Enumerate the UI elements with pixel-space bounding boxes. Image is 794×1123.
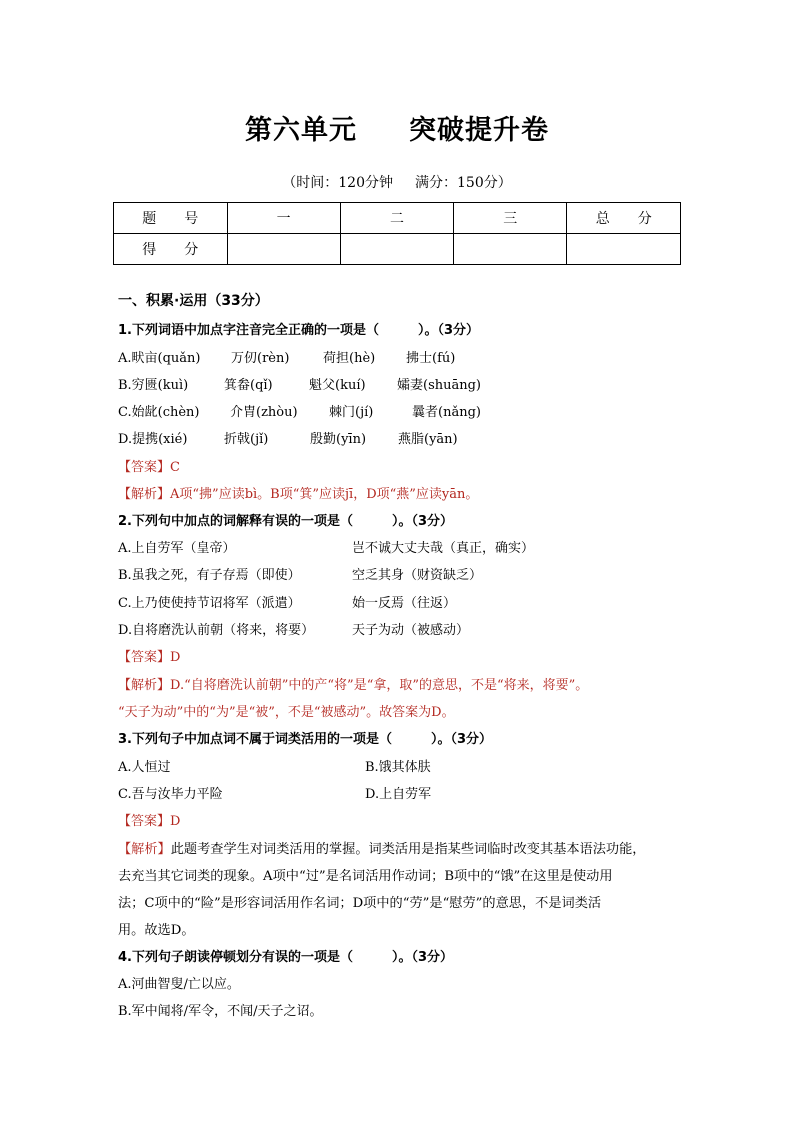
analysis-text: A项“拂”应读bì。B项“箕”应读jī，D项“燕”应读yān。 <box>170 487 479 502</box>
score-input-cell <box>454 234 567 265</box>
exam-full-score: 满分：150分） <box>415 175 512 191</box>
analysis-line <box>118 486 478 504</box>
option-item: 荷担(hè) <box>323 351 376 366</box>
option-item: B.军中闻将/军令，不闻/天子之诏。 <box>118 1004 323 1019</box>
analysis-label: 【解析】 <box>118 842 171 857</box>
analysis-line <box>118 841 646 859</box>
analysis-label: 【解析】 <box>118 678 171 693</box>
score-cell: 得 分 <box>114 234 228 265</box>
option-item: D.自将磨洗认前朝（将来，将要） <box>118 623 315 638</box>
answer-value: D <box>170 814 181 829</box>
analysis-text: D.“自将磨洗认前朝”中的产“将”是“拿，取”的意思，不是“将来，将要”。 <box>170 678 589 693</box>
answer-label: 【答案】 <box>118 460 171 475</box>
option-item: 空乏其身（财资缺乏） <box>352 568 483 583</box>
analysis-line: 用。故选D。 <box>118 923 195 938</box>
option-item: B.虽我之死，有子存焉（即使） <box>118 568 301 583</box>
question-stem: 2.下列句中加点的词解释有误的一项是（ ）。（3分） <box>118 514 454 529</box>
option-item: A.上自劳军（皇帝） <box>118 541 236 556</box>
answer-label: 【答案】 <box>118 650 171 665</box>
score-input-cell <box>340 234 453 265</box>
option-item: 箕畚(qǐ) <box>224 378 273 393</box>
answer-value: D <box>170 650 181 665</box>
score-cell: 三 <box>454 203 567 234</box>
exam-time: （时间：120分钟 <box>282 175 393 191</box>
analysis-line: “天子为动”中的“为”是“被”，不是“被感动”。故答案为D。 <box>118 705 455 720</box>
option-item: 拂士(fú) <box>406 351 456 366</box>
question-stem: 3.下列句子中加点词不属于词类活用的一项是（ ）。（3分） <box>118 732 493 747</box>
score-cell: 二 <box>340 203 453 234</box>
option-item: C.始龀(chèn) <box>118 405 200 420</box>
question-stem: 1.下列词语中加点字注音完全正确的一项是（ ）。（3分） <box>118 323 480 338</box>
analysis-line <box>118 677 588 695</box>
answer-line <box>118 813 180 831</box>
option-item: B.饿其体肤 <box>365 760 431 775</box>
score-cell: 一 <box>227 203 340 234</box>
score-table-score-row <box>114 234 681 265</box>
option-item: 魁父(kuí) <box>309 378 366 393</box>
score-cell: 题 号 <box>114 203 228 234</box>
score-cell: 总 分 <box>567 203 681 234</box>
analysis-text: 此题考查学生对词类活用的掌握。词类活用是指某些词临时改变其基本语法功能， <box>170 842 646 857</box>
option-item: D.上自劳军 <box>365 787 432 802</box>
option-item: 殷勤(yīn) <box>310 432 367 447</box>
option-item: 燕脂(yān) <box>398 432 458 447</box>
score-input-cell <box>227 234 340 265</box>
answer-label: 【答案】 <box>118 814 171 829</box>
answer-line <box>118 649 180 667</box>
option-item: B.穷匮(kuì) <box>118 378 189 393</box>
section-heading: 一、积累·运用（33分） <box>118 293 269 309</box>
score-table <box>113 202 681 265</box>
option-item: 棘门(jí) <box>329 405 374 420</box>
option-item: 折戟(jǐ) <box>224 432 269 447</box>
answer-value: C <box>170 460 180 475</box>
score-input-cell <box>567 234 681 265</box>
title-unit: 第六单元 <box>245 115 357 146</box>
page-title <box>0 108 794 147</box>
option-item: 介胄(zhòu) <box>230 405 298 420</box>
option-item: A.河曲智叟/亡以应。 <box>118 977 240 992</box>
analysis-line: 去充当其它词类的现象。A项中“过”是名词活用作动词；B项中的“饿”在这里是使动用 <box>118 869 613 884</box>
question-stem: 4.下列句子朗读停顿划分有误的一项是（ ）。（3分） <box>118 950 454 965</box>
option-item: 岂不诚大丈夫哉（真正，确实） <box>352 541 535 556</box>
option-item: 万仞(rèn) <box>231 351 290 366</box>
option-item: A.畎亩(quǎn) <box>118 351 201 366</box>
analysis-label: 【解析】 <box>118 487 171 502</box>
option-item: A.人恒过 <box>118 760 171 775</box>
option-item: 孀妻(shuāng) <box>397 378 482 393</box>
option-item: D.提携(xié) <box>118 432 188 447</box>
score-table-header-row <box>114 203 681 234</box>
option-item: C.吾与汝毕力平险 <box>118 787 223 802</box>
exam-info <box>0 172 794 192</box>
option-item: 始一反焉（往返） <box>352 596 457 611</box>
title-name: 突破提升卷 <box>409 115 549 146</box>
analysis-line: 法；C项中的“险”是形容词活用作名词；D项中的“劳”是“慰劳”的意思，不是词类活 <box>118 896 602 911</box>
answer-line <box>118 459 180 477</box>
option-item: 天子为动（被感动） <box>352 623 470 638</box>
option-item: 曩者(nǎng) <box>412 405 481 420</box>
option-item: C.上乃使使持节诏将军（派遣） <box>118 596 301 611</box>
